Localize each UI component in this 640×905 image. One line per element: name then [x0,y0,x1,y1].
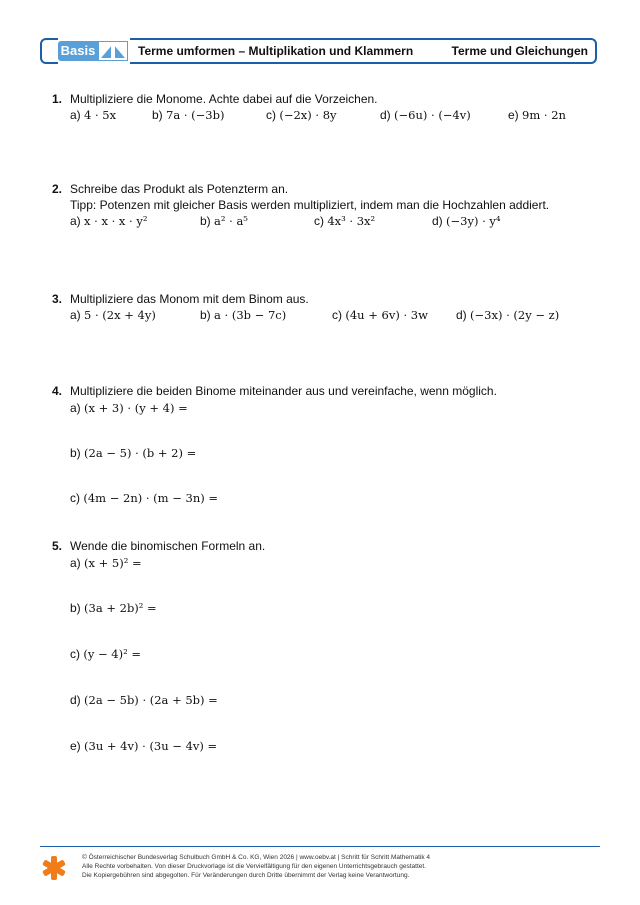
task-items [70,308,610,324]
item-e: e) 9m · 2n [508,108,566,122]
item-c: c) (4u + 6v) · 3w [332,308,428,322]
item-c: c) (−2x) · 8y [266,108,337,122]
task-number: 4. [52,384,63,398]
task-number: 1. [52,92,63,106]
item-d: d) (2a − 5b) · (2a + 5b) = [70,693,218,707]
footer-copyright [82,853,430,880]
item-b: b) 7a · (−3b) [152,108,225,122]
page-topic: Terme und Gleichungen [451,44,588,58]
triangle-icon [99,42,127,60]
star-icon [40,854,68,882]
basis-logo [58,36,130,66]
item-b: b) (3a + 2b)² = [70,601,157,615]
task-number: 3. [52,292,63,306]
task-instruction: Multipliziere die beiden Binome miteinander aus und vereinfache, wenn möglich. [70,384,497,398]
task-number: 2. [52,182,63,196]
logo-label: Basis [58,41,98,61]
item-a: a) (x + 3) · (y + 4) = [70,401,188,415]
item-b: b) a² · a⁵ [200,214,248,228]
footer-divider [40,846,600,847]
task-items [70,108,610,124]
item-d: d) (−3x) · (2y − z) [456,308,560,322]
oebv-star-icon [40,854,68,882]
task-number: 5. [52,539,63,553]
task-tip: Tipp: Potenzen mit gleicher Basis werden multipliziert, indem man die Hochzahlen addiert. [70,198,550,212]
task-instruction: Wende die binomischen Formeln an. [70,539,266,553]
item-d: d) (−3y) · y⁴ [432,214,501,228]
item-a: a) 5 · (2x + 4y) [70,308,156,322]
item-c: c) (4m − 2n) · (m − 3n) = [70,491,219,505]
page-title: Terme umformen – Multiplikation und Klammern [138,44,414,58]
task-instruction: Schreibe das Produkt als Potenzterm an. [70,182,289,196]
item-c: c) (y − 4)² = [70,647,141,661]
task-instruction: Multipliziere das Monom mit dem Binom aus. [70,292,309,306]
item-a: a) 4 · 5x [70,108,117,122]
task-instruction: Multipliziere die Monome. Achte dabei auf die Vorzeichen. [70,92,378,106]
item-d: d) (−6u) · (−4v) [380,108,471,122]
item-a: a) x · x · x · y² [70,214,148,228]
item-e: e) (3u + 4v) · (3u − 4v) = [70,739,218,753]
footer-line-1: © Österreichischer Bundesverlag Schulbuch GmbH & Co. KG, Wien 2026 | www.oebv.at | Schritt für Schritt Mathematik 4 [82,854,430,861]
item-a: a) (x + 5)² = [70,556,142,570]
item-c: c) 4x³ · 3x² [314,214,376,228]
logo-triangle-icon [98,41,128,61]
task-items [70,214,610,230]
footer-line-3: Die Kopiergebühren sind abgegolten. Für Veränderungen durch Dritte übernimmt der Verlag keine Verantwortung. [82,872,410,879]
footer-line-2: Alle Rechte vorbehalten. Von dieser Druckvorlage ist die Vervielfältigung für den eigenen Unterrichtsgebrauch gestattet. [82,863,426,870]
item-b: b) a · (3b − 7c) [200,308,287,322]
item-b: b) (2a − 5) · (b + 2) = [70,446,197,460]
